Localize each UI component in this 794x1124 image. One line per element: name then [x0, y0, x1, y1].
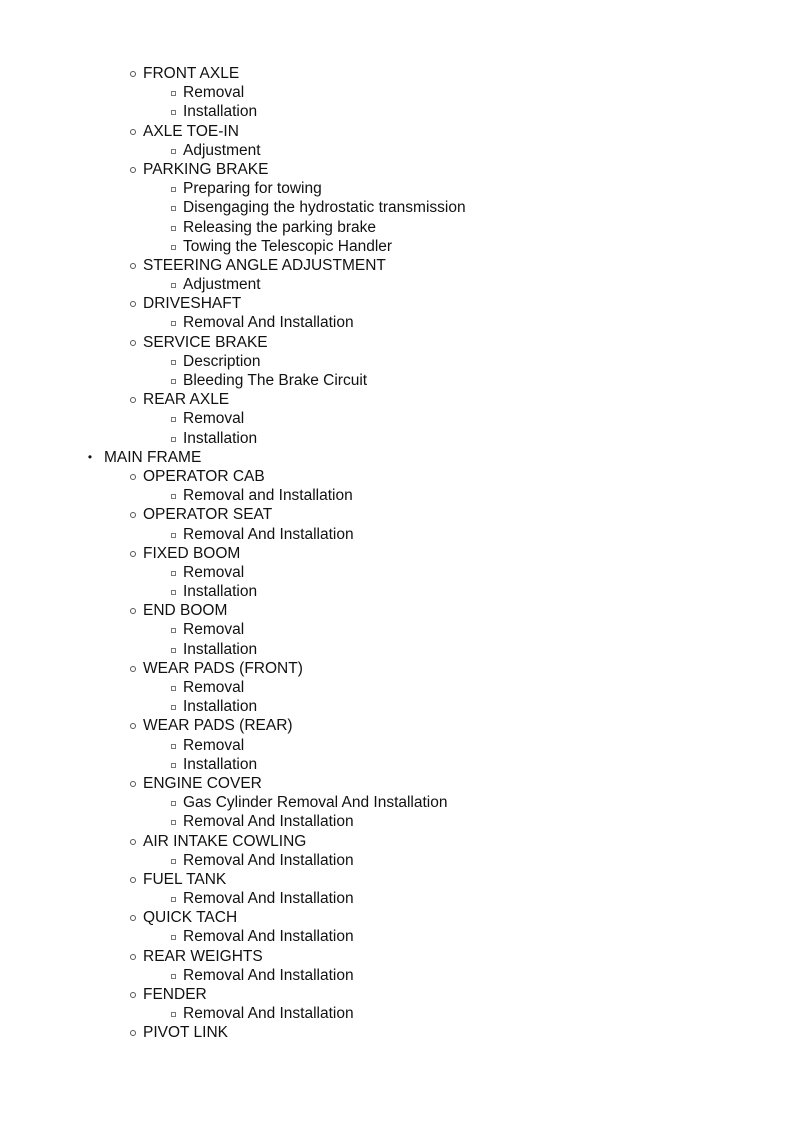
toc-entry: [0, 966, 794, 985]
toc-item-label: OPERATOR SEAT: [143, 506, 273, 524]
toc-item-label: Removal: [183, 621, 245, 639]
toc-item-label: Removal And Installation: [183, 525, 354, 543]
toc-entry: [0, 275, 794, 294]
toc-item-label: Removal: [183, 563, 245, 581]
toc-entry: [0, 371, 794, 390]
toc-item-label: AIR INTAKE COWLING: [143, 832, 307, 850]
toc-subsection: [0, 505, 794, 524]
toc-subsection: [0, 122, 794, 141]
toc-subsection: [0, 256, 794, 275]
toc-item-label: Description: [183, 352, 261, 370]
toc-subsection: [0, 1023, 794, 1042]
toc-item-label: Removal And Installation: [183, 813, 354, 831]
toc-item-label: WEAR PADS (FRONT): [143, 659, 303, 677]
toc-item-label: OPERATOR CAB: [143, 467, 265, 485]
toc-entry: [0, 352, 794, 371]
toc-entry: [0, 736, 794, 755]
toc-item-label: Installation: [183, 755, 258, 773]
toc-item-label: Installation: [183, 429, 258, 447]
toc-item-label: Removal: [183, 679, 245, 696]
toc-entry: [0, 486, 794, 505]
toc-entry: [0, 793, 794, 812]
toc-item-label: Releasing the parking brake: [183, 218, 377, 236]
toc-subsection: [0, 870, 794, 889]
toc-item-label: QUICK TACH: [143, 909, 238, 927]
toc-item-label: ENGINE COVER: [143, 774, 262, 792]
toc-item-label: Towing the Telescopic Handler: [183, 237, 393, 255]
toc-item-label: Removal and Installation: [183, 487, 353, 505]
toc-entry: [0, 678, 794, 697]
toc-entry: [0, 563, 794, 582]
toc-item-label: Removal And Installation: [183, 1005, 354, 1023]
toc-item-label: Bleeding The Brake Circuit: [183, 372, 368, 389]
toc-item-label: Installation: [183, 698, 258, 716]
toc-entry: [0, 237, 794, 256]
toc-item-label: SERVICE BRAKE: [143, 333, 268, 351]
toc-entry: [0, 83, 794, 102]
toc-item-label: PIVOT LINK: [143, 1024, 228, 1042]
toc-item-label: Adjustment: [183, 141, 261, 159]
toc-item-label: DRIVESHAFT: [143, 295, 242, 313]
toc-entry: [0, 889, 794, 908]
toc-item-label: END BOOM: [143, 602, 228, 620]
toc-entry: [0, 198, 794, 217]
toc-item-label: AXLE TOE-IN: [143, 122, 239, 140]
toc-item-label: REAR AXLE: [143, 391, 230, 409]
toc-item-label: Removal And Installation: [183, 851, 354, 869]
toc-entry: [0, 102, 794, 121]
toc-entry: [0, 179, 794, 198]
toc-subsection: [0, 64, 794, 83]
toc-entry: [0, 697, 794, 716]
toc-subsection: [0, 294, 794, 313]
toc-item-label: Removal And Installation: [183, 314, 354, 332]
toc-entry: [0, 1004, 794, 1023]
toc-item-label: Removal: [183, 410, 245, 428]
toc-subsection: [0, 774, 794, 793]
toc-section: [0, 448, 794, 467]
toc-subsection: [0, 947, 794, 966]
toc-item-label: FUEL TANK: [143, 870, 227, 888]
toc-item-label: Removal: [183, 736, 245, 754]
toc-entry: [0, 620, 794, 639]
toc-item-label: MAIN FRAME: [104, 448, 202, 466]
toc-subsection: [0, 659, 794, 678]
toc-item-label: Removal And Installation: [183, 890, 354, 908]
toc-item-label: FENDER: [143, 986, 207, 1003]
toc-item-label: Removal: [183, 84, 245, 102]
toc-item-label: WEAR PADS (REAR): [143, 717, 293, 735]
toc-item-label: REAR WEIGHTS: [143, 947, 263, 965]
toc-subsection: [0, 601, 794, 620]
toc-entry: [0, 313, 794, 332]
toc-subsection: [0, 544, 794, 563]
toc-item-label: Installation: [183, 583, 258, 601]
toc-entry: [0, 141, 794, 160]
toc-entry: [0, 218, 794, 237]
toc-entry: [0, 429, 794, 448]
toc-entry: [0, 409, 794, 428]
toc-subsection: [0, 467, 794, 486]
toc-item-label: Adjustment: [183, 276, 261, 294]
toc-subsection: [0, 716, 794, 735]
toc-entry: [0, 755, 794, 774]
toc-item-label: FIXED BOOM: [143, 544, 241, 562]
toc-item-label: STEERING ANGLE ADJUSTMENT: [143, 256, 386, 274]
toc-item-label: Removal And Installation: [183, 966, 354, 984]
toc-item-label: Installation: [183, 103, 258, 121]
toc-subsection: [0, 908, 794, 927]
toc-entry: [0, 812, 794, 831]
bullet-dot-icon: •: [87, 449, 93, 464]
toc-subsection: [0, 390, 794, 409]
toc-entry: [0, 640, 794, 659]
toc-item-label: Preparing for towing: [183, 180, 322, 198]
toc-item-label: FRONT AXLE: [143, 65, 240, 82]
toc-item-label: PARKING BRAKE: [143, 160, 269, 178]
toc-subsection: [0, 832, 794, 851]
toc-entry: [0, 525, 794, 544]
toc-subsection: [0, 985, 794, 1004]
toc-item-label: Installation: [183, 640, 258, 658]
toc-subsection: [0, 160, 794, 179]
toc-item-label: Removal And Installation: [183, 928, 354, 946]
toc-entry: [0, 851, 794, 870]
toc-subsection: [0, 333, 794, 352]
toc-entry: [0, 927, 794, 946]
toc-item-label: Gas Cylinder Removal And Installation: [183, 794, 448, 812]
toc-item-label: Disengaging the hydrostatic transmission: [183, 199, 466, 217]
toc-entry: [0, 582, 794, 601]
table-of-contents: [0, 64, 794, 1043]
